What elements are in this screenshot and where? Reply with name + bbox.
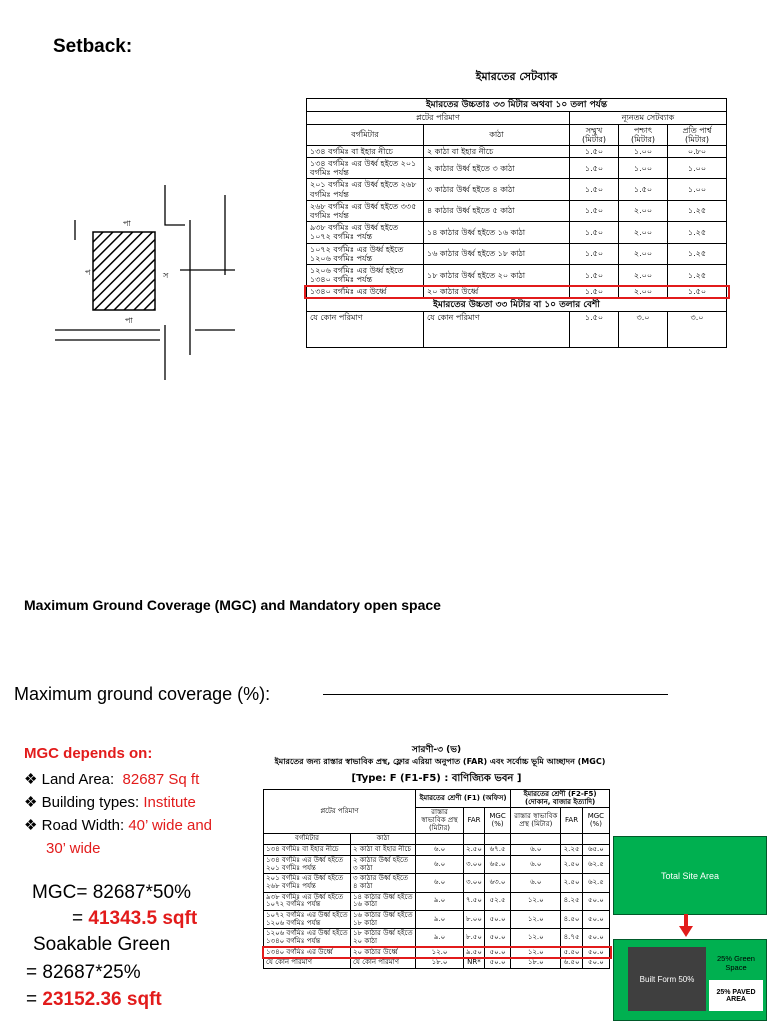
table-row: ১০৭২ বর্গমিঃ এর উর্ধ্ব হইতে ১২০৬ বর্গমিঃ পর্যন্ত ১৬ কাঠার উর্ধ্ব হইতে ১৮ কাঠা ১.৫০ ২.০০ ১.২৫ xyxy=(307,243,727,264)
table-row: ১২০৬ বর্গমিঃ এর উর্ধ্ব হইতে ১৩৪০ বর্গমিঃ পর্যন্ত ১৮ কাঠার উর্ধ্ব হইতে ২০ কাঠা ৯.০ ৮.৫০ ৫০.০ ১২.০ ৪.৭৫ ৫০.০ xyxy=(264,929,610,947)
side-header: প্রতি পার্শ্ব (মিটার) xyxy=(668,124,727,145)
diamond-bullet-icon: ❖ xyxy=(24,817,38,834)
table-row: ২০১ বর্গমিঃ এর উর্ধ্ব হইতে ২৬৮ বর্গমিঃ পর্যন্ত ৩ কাঠার উর্ধ্ব হইতে ৪ কাঠা ৬.০ ৩.০০ ৬৩.০ ৬.০ ২.৫০ ৬২.৫ xyxy=(264,874,610,892)
svg-text:পা: পা xyxy=(123,219,131,228)
table-row: ১৩৪ বর্গমিঃ বা ইহার নীচে ২ কাঠা বা ইহার নীচে ৬.০ ২.৫০ ৬৭.৫ ৬.০ ২.২৫ ৬৫.০ xyxy=(264,845,610,856)
fill-in-rule xyxy=(323,694,668,695)
back-header: পশ্চাৎ (মিটার) xyxy=(619,124,668,145)
soakable-result: 23152.36 sqft xyxy=(42,989,162,1010)
down-arrow-icon xyxy=(679,914,693,938)
built-form-box: Built Form 50% xyxy=(628,947,706,1011)
table-row: যে কোন পরিমাণ যে কোন পরিমাণ ১৮.০ NR* ৫০.০ ১৮.০ ৬.৫০ ৫০.০ xyxy=(264,958,610,969)
table-row: যে কোন পরিমাণ যে কোন পরিমাণ ১.৫০ ৩.০ ৩.০ xyxy=(307,311,727,347)
paved-area-box: 25% PAVED AREA xyxy=(709,980,763,1011)
svg-text:স: স xyxy=(163,271,169,280)
table-row: ১৩৪ বর্গমিঃ বা ইহার নীচে ২ কাঠা বা ইহার নীচে ১.৫০ ১.০০ ০.৮০ xyxy=(307,145,727,157)
setback-band-1: ইমারতের উচ্চতাঃ ৩৩ মিটার অথবা ১০ তলা পর্যন্ত xyxy=(307,99,727,112)
plot-size-header: প্লটের পরিমাণ xyxy=(307,112,570,124)
list-item: ❖ Building types: Institute xyxy=(24,794,196,811)
svg-text:পা: পা xyxy=(125,316,133,325)
table-row: ১৩৪ বর্গমিঃ এর উর্ধ্ব হইতে ২০১ বর্গমিঃ পর্যন্ত ২ কাঠার উর্ধ্ব হইতে ৩ কাঠা ৬.০ ৩.০০ ৬৫.০ ৬.০ ২.৫০ ৬২.৫ xyxy=(264,855,610,873)
far-table-title-1: সারণী-৩ (ভ) xyxy=(411,745,462,755)
far-highlight-box xyxy=(262,946,612,959)
svg-text:প: প xyxy=(85,268,91,277)
mgc-line-label: Maximum ground coverage (%): xyxy=(14,684,271,704)
green-space-label: 25% Green Space xyxy=(717,954,755,972)
soakable-label: Soakable Green xyxy=(33,934,171,955)
building-footprint xyxy=(93,232,155,310)
table-row: ১২০৬ বর্গমিঃ এর উর্ধ্ব হইতে ১৩৪০ বর্গমিঃ পর্যন্ত ১৮ কাঠার উর্ধ্ব হইতে ২০ কাঠা ১.৫০ ২.০০ ১.২৫ xyxy=(307,264,727,285)
katha-header: কাঠা xyxy=(424,124,570,145)
setback-table xyxy=(306,98,727,348)
table-row: ৯৩৮ বর্গমিঃ এর উর্ধ্ব হইতে ১০৭২ বর্গমিঃ পর্যন্ত ১৪ কাঠার উর্ধ্ব হইতে ১৬ কাঠা ১.৫০ ২.০০ ১.২৫ xyxy=(307,222,727,243)
mgc-depends-title: MGC depends on: xyxy=(24,745,153,762)
list-item: 30’ wide xyxy=(46,840,101,857)
mgc-result-line: = 41343.5 sqft xyxy=(72,908,198,929)
far-table-title-2: ইমারতের জন্য রাস্তার স্বাভাবিক প্রস্থ, ফ্লোর এরিয়া অনুপাত (FAR) এবং সর্বোচ্চ ভূমি আচ্ছাদন (MGC) xyxy=(274,757,606,766)
table-row: ১৩৪ বর্গমিঃ এর উর্ধ্ব হইতে ২০১ বর্গমিঃ পর্যন্ত ২ কাঠার উর্ধ্ব হইতে ৩ কাঠা ১.৫০ ১.০০ ১.০০ xyxy=(307,158,727,179)
setback-highlight-box xyxy=(304,285,730,299)
site-split-box xyxy=(613,939,767,1021)
far-row-highlighted: ১৩৪০ বর্গমিঃ এর উর্ধ্বে ২০ কাঠার উর্ধ্বে ১২.০ ৯.৫০ ৫০.০ ১২.০ ৫.৫০ ৫০.০ xyxy=(264,947,610,958)
front-header: সম্মুখ (মিটার) xyxy=(570,124,619,145)
soakable-result-line: = 23152.36 sqft xyxy=(26,989,162,1010)
table-row: ২৬৮ বর্গমিঃ এর উর্ধ্ব হইতে ৩৩৫ বর্গমিঃ পর্যন্ত ৪ কাঠার উর্ধ্ব হইতে ৫ কাঠা ১.৫০ ২.০০ ১.২৫ xyxy=(307,200,727,221)
mgc-depends-list xyxy=(24,768,212,860)
diamond-bullet-icon: ❖ xyxy=(24,771,38,788)
min-setback-header: ন্যূনতম সেটব্যাক xyxy=(570,112,727,124)
mgc-formula: MGC= 82687*50% xyxy=(32,882,191,903)
table-row: ২০১ বর্গমিঃ এর উর্ধ্ব হইতে ২৬৮ বর্গমিঃ পর্যন্ত ৩ কাঠার উর্ধ্ব হইতে ৪ কাঠা ১.৫০ ১.৫০ ১.০০ xyxy=(307,179,727,200)
list-item: ❖ Land Area: 82687 Sq ft xyxy=(24,771,200,788)
soakable-formula: = 82687*25% xyxy=(26,962,141,983)
diamond-bullet-icon: ❖ xyxy=(24,794,38,811)
sqm-header: বর্গমিটার xyxy=(307,124,424,145)
total-site-area-box: Total Site Area xyxy=(613,836,767,915)
list-item: ❖ Road Width: 40’ wide and xyxy=(24,817,213,834)
table-row: ৯৩৮ বর্গমিঃ এর উর্ধ্ব হইতে ১০৭২ বর্গমিঃ পর্যন্ত ১৪ কাঠার উর্ধ্ব হইতে ১৬ কাঠা ৯.০ ৭.৫০ ৫২.৫ ১২.০ ৪.২৫ ৫০.০ xyxy=(264,892,610,910)
far-mgc-table: প্লটের পরিমাণ ইমারতের শ্রেণী (F1) (অফিস) ইমারতের শ্রেণী (F2-F5) (দোকান, বাজার ইত্যাদি) রাস্তার স্বাভাবিক প্রস্থ (মিটার) FAR MGC (%) রাস্তার স্বাভাবিক প্রস্থ (মিটার) FAR MGC (%) বর্গমিটার কাঠা ১৩৪ বর্গমিঃ বা ইহার নীচে ২ কাঠা বা ইহার নীচে ৬.০ ২.৫০ ৬৭.৫ ৬.০ ২.২৫ ৬৫.০ ১৩৪ বর্গমিঃ এর উর্ধ্ব হইতে ২০১ বর্গমিঃ পর্যন্ত ২ কাঠার উর্ধ্ব হইতে ৩ কাঠা ৬.০ ৩.০০ ৬৫.০ ৬.০ ২.৫০ ৬২.৫ ২০১ বর্গমিঃ এর উর্ধ্ব হইতে ২৬৮ বর্গমিঃ পর্যন্ত ৩ কাঠার উর্ধ্ব হইতে ৪ কাঠা ৬.০ ৩.০০ ৬৩.০ ৬.০ ২.৫০ ৬২.৫ ৯৩৮ বর্গমিঃ এর উর্ধ্ব হইতে ১০৭২ বর্গমিঃ পর্যন্ত ১৪ কাঠার উর্ধ্ব হইতে ১৬ কাঠা ৯.০ ৭.৫০ ৫২.৫ ১২.০ ৪.২৫ ৫০.০ ১০৭২ বর্গমিঃ এর উর্ধ্ব হইতে ১২০৬ বর্গমিঃ পর্যন্ত ১৬ কাঠার উর্ধ্ব হইতে ১৮ কাঠা ৯.০ ৮.০০ ৫০.০ ১২.০ ৪.৫০ ৫০.০ ১২০৬ বর্গমিঃ এর উর্ধ্ব হইতে ১৩৪০ বর্গমিঃ পর্যন্ত ১৮ কাঠার উর্ধ্ব হইতে ২০ কাঠা ৯.০ ৮.৫০ ৫০.০ ১২.০ ৪.৭৫ ৫০.০ ১৩৪০ বর্গমিঃ এর উর্ধ্বে ২০ কাঠার উর্ধ্বে ১২.০ ৯.৫০ ৫০.০ ১২.০ ৫.৫০ ৫০.০ যে কোন পরিমাণ যে কোন পরিমাণ ১৮.০ NR* ৫০.০ ১৮.০ ৬.৫০ ৫০.০ xyxy=(263,789,610,969)
mgc-result: 41343.5 sqft xyxy=(88,908,198,929)
mgc-heading: Maximum Ground Coverage (MGC) and Mandatory open space xyxy=(24,597,441,613)
plot-plan-sketch xyxy=(55,180,240,390)
setback-table-title: ইমারতের সেটব্যাক xyxy=(475,70,558,83)
table-row-highlighted: ১৩৪০ বর্গমিঃ এর উর্ধ্বে ২০ কাঠার উর্ধ্বে ১.৫০ ২.০০ ১.৫০ xyxy=(307,286,727,298)
setback-heading: Setback: xyxy=(53,36,133,57)
setback-band-2: ইমারতের উচ্চতা ৩৩ মিটার বা ১০ তলার বেশী xyxy=(307,298,727,311)
table-row: ১০৭২ বর্গমিঃ এর উর্ধ্ব হইতে ১২০৬ বর্গমিঃ পর্যন্ত ১৬ কাঠার উর্ধ্ব হইতে ১৮ কাঠা ৯.০ ৮.০০ ৫০.০ ১২.০ ৪.৫০ ৫০.০ xyxy=(264,910,610,928)
far-table-title-3: [Type: F (F1-F5) : বাণিজ্যিক ভবন ] xyxy=(351,773,522,784)
